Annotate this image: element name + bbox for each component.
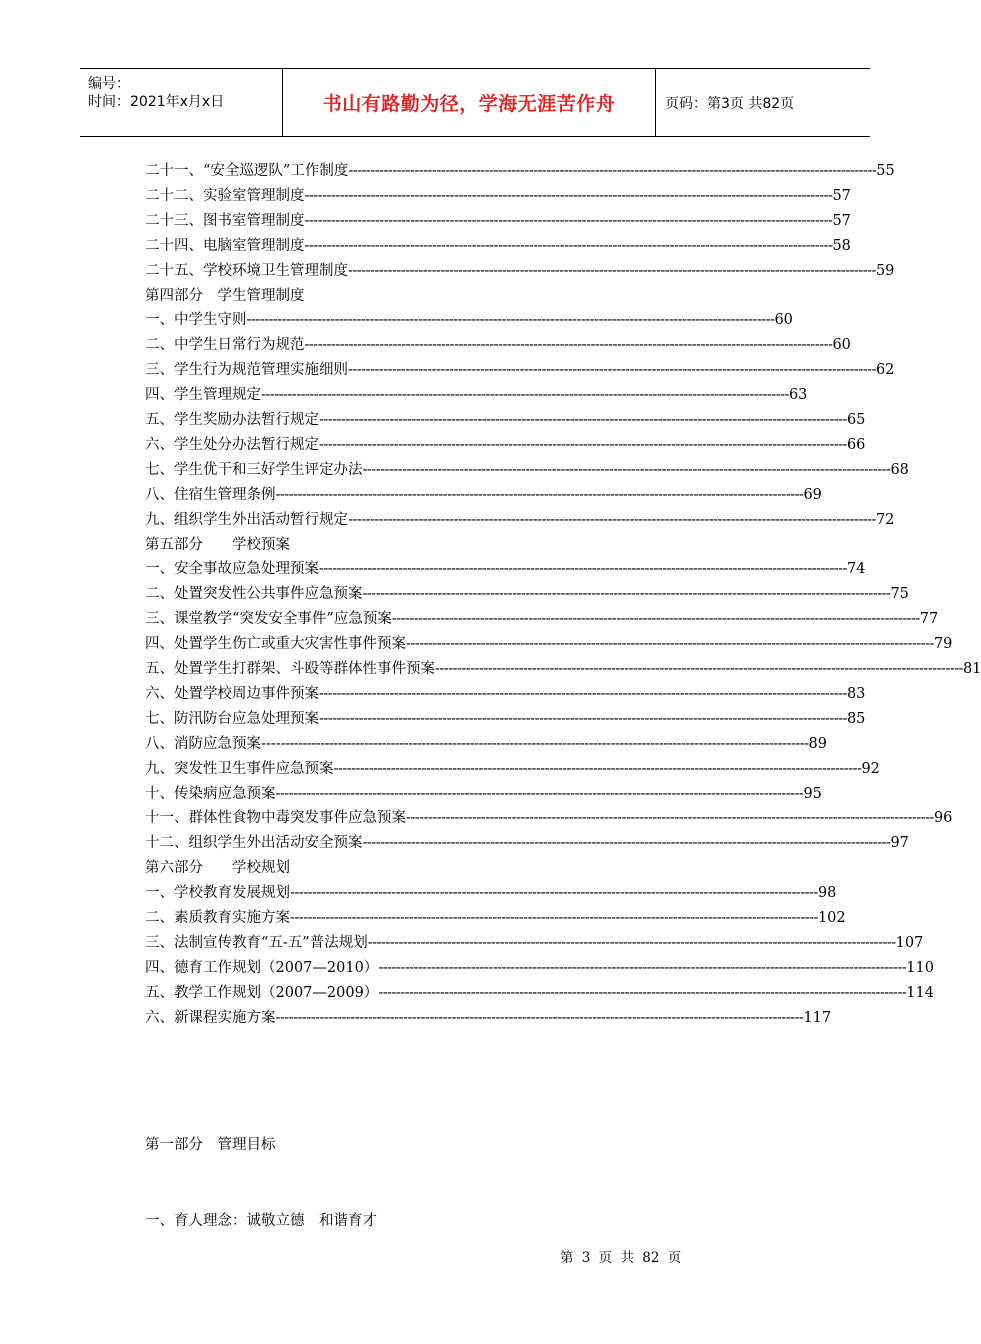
toc-entry-title: 课堂教学“突发安全事件”应急预案 — [174, 611, 392, 628]
toc-entry-label: 二、中学生日常行为规范 — [145, 337, 305, 354]
toc-entry[interactable] — [145, 733, 827, 755]
toc-leader-dashes: ------------------------------------------------------------------------------------------------------------------------ — [304, 237, 833, 254]
toc-entry-label: 四、学生管理规定 — [145, 387, 261, 404]
toc-entry-label: 一、 — [145, 561, 174, 578]
toc-entry-page-number: 79 — [933, 636, 953, 653]
toc-leader-dashes: ------------------------------------------------------------------------------------------------------------------------ — [362, 461, 891, 478]
header-motto: 书山有路勤为径，学海无涯苦作舟 — [322, 93, 616, 115]
toc-entry-label: 七、学生优干和三好学生评定办法 — [145, 461, 363, 478]
toc-entry-label: 第六部分 学校规划 — [145, 860, 290, 877]
toc-leader-dashes: ------------------------------------------------------------------------------------------------------------------------ — [275, 486, 804, 503]
toc-entry-page-number: 66 — [846, 436, 866, 453]
toc-leader-dashes: ------------------------------------------------------------------------------------------------------------------------ — [246, 312, 775, 329]
toc-entry[interactable] — [145, 160, 895, 182]
toc-entry-page-number: 68 — [890, 461, 909, 478]
toc-leader-dashes: ------------------------------------------------------------------------------------------------------------------------ — [319, 685, 847, 702]
toc-entry[interactable] — [145, 907, 846, 929]
toc-entry[interactable] — [145, 210, 851, 232]
document-number-label: 编号： — [88, 76, 130, 92]
toc-entry-title: 素质教育实施方案 — [174, 910, 290, 926]
toc-leader-dashes: ------------------------------------------------------------------------------------------------------------------------ — [333, 760, 862, 777]
toc-entry-title: 处置突发性公共事件应急预案 — [174, 586, 363, 603]
toc-entry-title: 德育工作规划（2007—2010） — [174, 959, 379, 976]
toc-entry[interactable] — [145, 409, 866, 431]
toc-entry[interactable] — [145, 359, 895, 381]
toc-entry-page-number: 62 — [875, 362, 895, 379]
toc-entry-label: 二十二、实验室管理制度 — [145, 187, 305, 204]
toc-entry-page-number: 63 — [788, 387, 808, 404]
toc-entry-label: 八、 — [145, 735, 174, 752]
toc-entry-label: 六、 — [145, 685, 174, 702]
toc-leader-dashes: ------------------------------------------------------------------------------------------------------------------------ — [348, 362, 876, 379]
toc-entry-page-number: 77 — [919, 611, 939, 628]
toc-leader-dashes: ------------------------------------------------------------------------------------------------------------------------ — [378, 959, 907, 976]
toc-entry-page-number: 117 — [803, 1009, 832, 1026]
toc-leader-dashes: ------------------------------------------------------------------------------------------------------------------------ — [290, 910, 818, 926]
toc-leader-dashes: ------------------------------------------------------------------------------------------------------------------------ — [362, 835, 891, 852]
toc-entry-page-number: 107 — [895, 934, 924, 951]
toc-entry-page-number: 65 — [846, 412, 866, 428]
document-date: 时间：2021年x月x日 — [88, 94, 225, 110]
toc-entry-label: 五、学生奖励办法暂行规定 — [145, 412, 319, 428]
toc-entry-page-number: 89 — [808, 735, 827, 752]
toc-leader-dashes: ------------------------------------------------------------------------------------------------------------------------ — [406, 636, 934, 653]
toc-leader-dashes: ------------------------------------------------------------------------------------------------------------------------ — [319, 561, 847, 578]
page-footer: 第 3 页 共 82 页 — [560, 1250, 682, 1266]
toc-entry[interactable] — [145, 783, 822, 805]
toc-entry[interactable] — [145, 608, 939, 630]
toc-entry[interactable] — [145, 882, 837, 904]
toc-entry-label: 一、中学生守则 — [145, 312, 247, 329]
toc-entry[interactable] — [145, 309, 793, 331]
header-page-info: 页码：第3页 共82页 — [665, 95, 795, 112]
toc-entry-label: 十二、组织学生外出活动安全预案 — [145, 835, 363, 852]
toc-entry-title: 处置学生打群架、斗殴等群体性事件预案 — [174, 661, 435, 677]
toc-entry-label: 三、 — [145, 934, 174, 951]
toc-entry[interactable] — [145, 484, 822, 506]
toc-entry[interactable] — [145, 658, 981, 680]
toc-entry-title: 消防应急预案---- — [174, 735, 281, 752]
toc-entry[interactable] — [145, 185, 851, 207]
header-meta — [80, 69, 282, 136]
toc-leader-dashes: ------------------------------------------------------------------------------------------------------------------------ — [348, 163, 877, 179]
toc-entry[interactable] — [145, 633, 953, 655]
toc-leader-dashes: ------------------------------------------------------------------------------------------------------------------------ — [275, 785, 804, 802]
toc-entry-label: 十、 — [145, 785, 174, 802]
toc-entry-label: 五、 — [145, 984, 174, 1001]
toc-entry[interactable] — [145, 982, 934, 1004]
toc-entry-page-number: 59 — [875, 262, 895, 279]
toc-entry[interactable] — [145, 235, 851, 257]
toc-leader-dashes: ------------------------------------------------------------------------------------------------------------------------ — [319, 710, 847, 727]
toc-entry[interactable] — [145, 583, 909, 605]
toc-entry-title: 法制宣传教育“五-五”普法规划 — [174, 934, 368, 951]
toc-leader-dashes: ------------------------------------------------------------------------------------------------------------------------ — [362, 586, 891, 603]
toc-entry-label: 第五部分 学校预案 — [145, 536, 290, 553]
toc-entry-label: 二十三、图书室管理制度 — [145, 212, 305, 229]
toc-leader-dashes: ------------------------------------------------------------------------------------------------------------------------ — [304, 212, 833, 229]
toc-leader-dashes: ------------------------------------------------------------------------------------------------------------------------ — [367, 934, 896, 951]
toc-entry-label: 四、 — [145, 959, 174, 976]
toc-entry-page-number: 81 — [962, 661, 981, 677]
toc-leader-dashes: ------------------------------------------------------------------------------------------------------------------------ — [348, 511, 876, 528]
toc-entry-page-number: 55 — [876, 163, 895, 179]
toc-entry-title: 学校教育发展规划 — [174, 885, 290, 902]
toc-entry-title: 传染病应急预案 — [174, 785, 276, 802]
toc-entry-page-number: 98 — [817, 885, 837, 902]
toc-entry-page-number: 85 — [846, 710, 866, 727]
toc-entry[interactable] — [145, 1007, 832, 1029]
toc-entry-label: 五、 — [145, 661, 174, 677]
toc-entry[interactable] — [145, 509, 895, 531]
toc-entry-label: 九、组织学生外出活动暂行规定 — [145, 511, 348, 528]
toc-entry[interactable] — [145, 558, 866, 580]
toc-entry[interactable] — [145, 857, 290, 879]
toc-entry-page-number: 114 — [906, 984, 934, 1001]
toc-entry-label: 二、 — [145, 586, 174, 603]
toc-entry[interactable] — [145, 683, 866, 705]
toc-leader-dashes: ------------------------------------------------------------------------------------------------------------------------ — [319, 436, 847, 453]
toc-entry-page-number: 57 — [832, 212, 851, 229]
toc-entry-page-number: 96 — [933, 810, 953, 827]
toc-entry-label: 二、 — [145, 910, 174, 926]
toc-entry[interactable] — [145, 832, 909, 854]
toc-entry-page-number: 92 — [861, 760, 880, 777]
toc-entry-page-number: 75 — [890, 586, 909, 603]
toc-entry-page-number: 69 — [803, 486, 822, 503]
toc-entry[interactable] — [145, 957, 934, 979]
toc-entry-label: 三、 — [145, 611, 174, 628]
toc-entry-title: 处置学校周边事件预案 — [174, 685, 319, 702]
toc-entry-title: 突发性卫生事件应急预案 — [174, 760, 334, 777]
toc-entry-label: 六、 — [145, 1009, 174, 1026]
toc-entry-label: 二十五、学校环境卫生管理制度 — [145, 262, 348, 279]
toc-entry-page-number: 95 — [803, 785, 822, 802]
toc-entry[interactable] — [145, 285, 305, 307]
toc-entry[interactable] — [145, 807, 953, 829]
toc-entry-label: 四、 — [145, 636, 174, 653]
toc-entry[interactable] — [145, 434, 866, 456]
toc-entry-page-number: 58 — [832, 237, 851, 254]
toc-entry-label: 九、 — [145, 760, 174, 777]
toc-leader-dashes: ------------------------------------------------------------------------------------------------------------------------ — [406, 810, 934, 827]
toc-entry-title: 新课程实施方案 — [174, 1009, 276, 1026]
toc-entry-page-number: 72 — [875, 511, 895, 528]
toc-entry-page-number: 74 — [846, 561, 866, 578]
toc-entry[interactable] — [145, 534, 290, 556]
toc-leader-dashes: ------------------------------------------------------------------------------------------------------------------------ — [435, 661, 963, 677]
toc-entry-title: 安全事故应急处理预案 — [174, 561, 319, 578]
toc-entry[interactable] — [145, 384, 808, 406]
toc-entry-page-number: 60 — [832, 337, 851, 354]
toc-entry[interactable] — [145, 459, 909, 481]
toc-leader-dashes: ------------------------------------------------------------------------------------------------------------------------ — [304, 337, 833, 354]
header-motto-cell — [282, 69, 656, 136]
toc-leader-dashes: ------------------------------------------------------------------------------------------------------------------------ — [280, 735, 809, 752]
toc-leader-dashes: ------------------------------------------------------------------------------------------------------------------------ — [319, 412, 847, 428]
toc-leader-dashes: ------------------------------------------------------------------------------------------------------------------------ — [348, 262, 876, 279]
toc-entry[interactable] — [145, 708, 866, 730]
toc-leader-dashes: ------------------------------------------------------------------------------------------------------------------------ — [304, 187, 833, 204]
toc-entry-label: 第四部分 学生管理制度 — [145, 287, 305, 304]
toc-entry[interactable] — [145, 932, 924, 954]
toc-leader-dashes: ------------------------------------------------------------------------------------------------------------------------ — [261, 387, 789, 404]
toc-entry-label: 二十一、“安全巡逻队”工作制度 — [145, 163, 349, 179]
header-page-cell — [655, 69, 870, 136]
toc-leader-dashes: ------------------------------------------------------------------------------------------------------------------------ — [378, 984, 907, 1001]
toc-entry-page-number: 60 — [774, 312, 793, 329]
toc-entry-page-number: 97 — [890, 835, 909, 852]
toc-entry[interactable] — [145, 758, 880, 780]
toc-entry[interactable] — [145, 260, 895, 282]
toc-entry-title: 处置学生伤亡或重大灾害性事件预案 — [174, 636, 406, 653]
toc-entry-label: 七、 — [145, 710, 174, 727]
page-header — [80, 68, 870, 137]
toc-entry-label: 十一、群体性食物中毒突发事件应急预案 — [145, 810, 406, 827]
toc-entry-title: 防汛防台应急处理预案 — [174, 710, 319, 727]
toc-entry-label: 八、住宿生管理条例 — [145, 486, 276, 503]
toc-entry-label: 六、学生处分办法暂行规定 — [145, 436, 319, 453]
toc-entry-page-number: 102 — [817, 910, 846, 926]
toc-entry-page-number: 110 — [906, 959, 934, 976]
toc-entry-title: 教学工作规划（2007—2009） — [174, 984, 379, 1001]
toc-leader-dashes: ------------------------------------------------------------------------------------------------------------------------ — [275, 1009, 804, 1026]
toc-entry-label: 二十四、电脑室管理制度 — [145, 237, 305, 254]
toc-entry-page-number: 83 — [846, 685, 866, 702]
toc-leader-dashes: ------------------------------------------------------------------------------------------------------------------------ — [391, 611, 920, 628]
toc-entry-label: 一、 — [145, 885, 174, 902]
toc-entry[interactable] — [145, 334, 851, 356]
toc-entry-label: 三、学生行为规范管理实施细则 — [145, 362, 348, 379]
toc-leader-dashes: ------------------------------------------------------------------------------------------------------------------------ — [290, 885, 818, 902]
toc-entry-page-number: 57 — [832, 187, 851, 204]
section-heading: 第一部分 管理目标 — [145, 1137, 276, 1153]
subheading: 一、育人理念：诚敬立德 和谐育才 — [145, 1213, 377, 1229]
